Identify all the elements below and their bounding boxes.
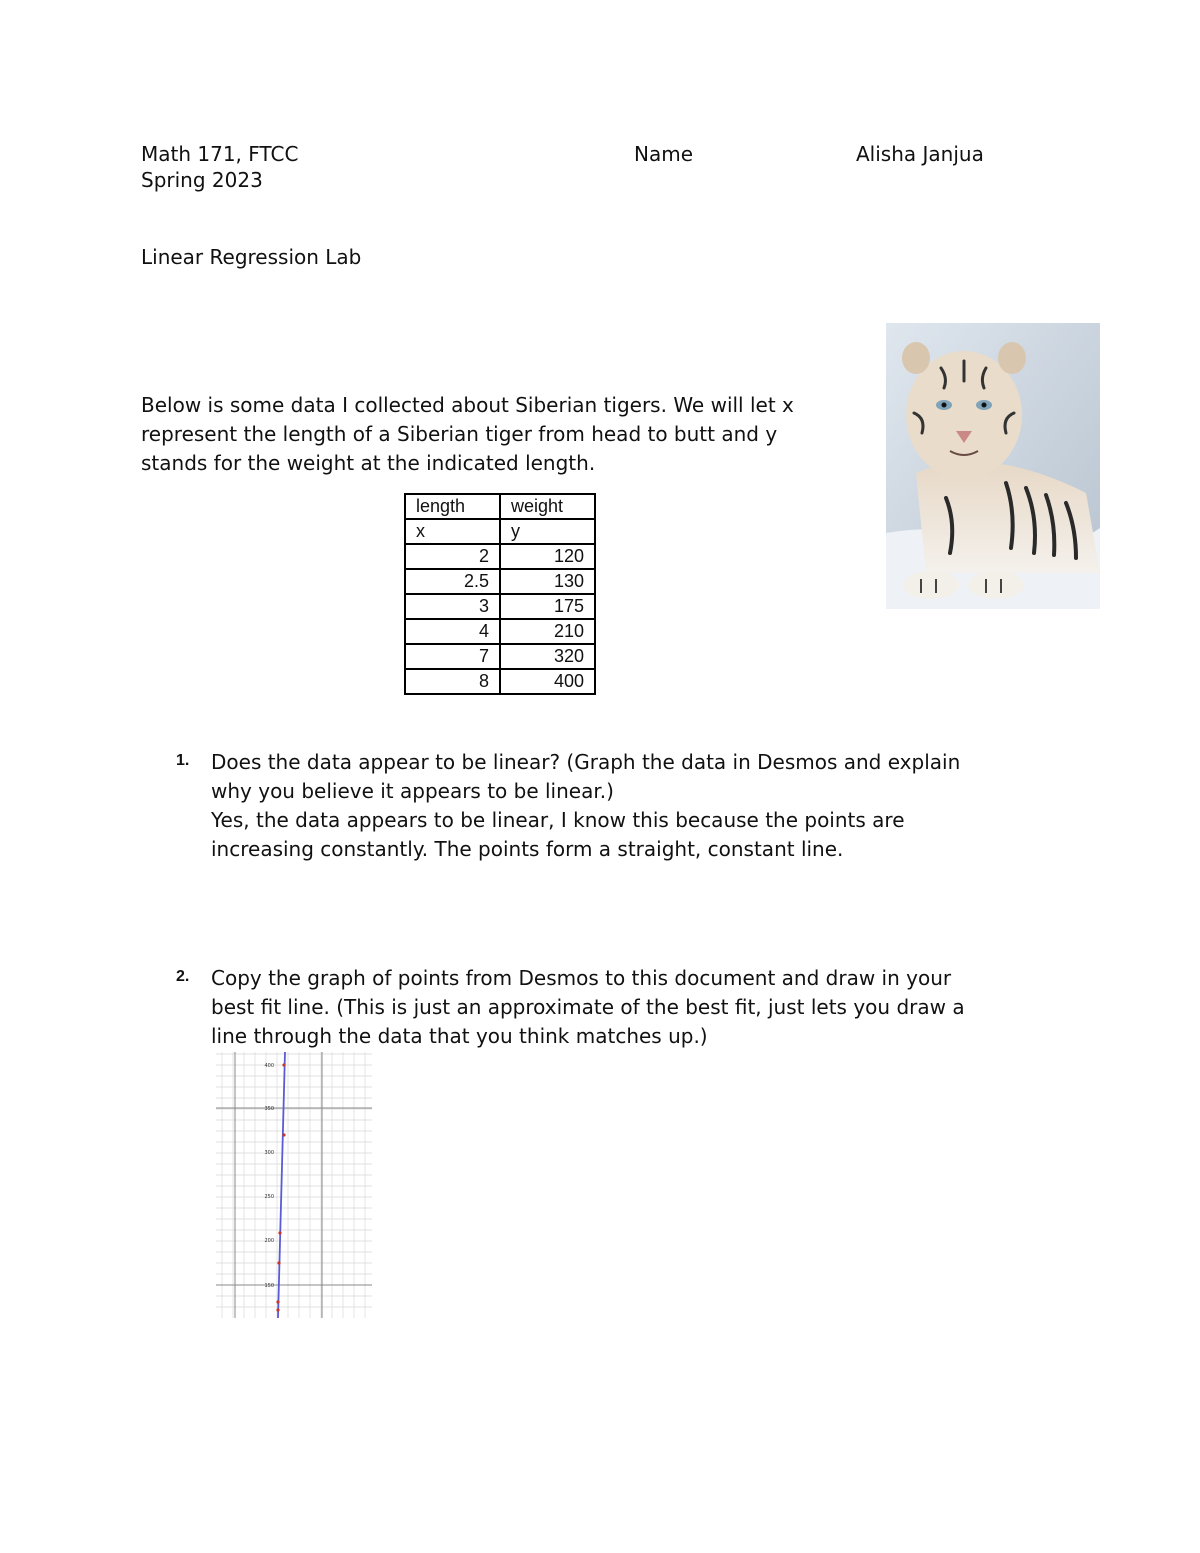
table-header-cell: x — [405, 519, 500, 544]
table-cell: 4 — [405, 619, 500, 644]
question-number: 1. — [176, 752, 190, 769]
table-row — [405, 619, 595, 644]
table-cell: 3 — [405, 594, 500, 619]
table-cell: 130 — [500, 569, 595, 594]
answer-line: Yes, the data appears to be linear, I know this because the points are — [211, 808, 905, 832]
question-line: Copy the graph of points from Desmos to this document and draw in your — [211, 966, 952, 990]
data-point — [276, 1308, 279, 1311]
question-2 — [211, 964, 1061, 1051]
tick-label: 200 — [264, 1238, 274, 1244]
table-row — [405, 644, 595, 669]
intro-paragraph — [141, 391, 861, 478]
table-cell: 400 — [500, 669, 595, 694]
data-point — [282, 1133, 285, 1136]
table-row — [405, 569, 595, 594]
best-fit-line — [278, 1052, 285, 1318]
question-number: 2. — [176, 968, 190, 985]
tick-label: 350 — [264, 1106, 274, 1112]
question-line: Does the data appear to be linear? (Graph the data in Desmos and explain — [211, 750, 961, 774]
data-point — [276, 1300, 279, 1303]
question-line: why you believe it appears to be linear.) — [211, 779, 614, 803]
tick-label: 250 — [264, 1194, 274, 1200]
data-point — [282, 1063, 285, 1066]
table-header-row — [405, 519, 595, 544]
table-row — [405, 594, 595, 619]
table-cell: 320 — [500, 644, 595, 669]
intro-line: stands for the weight at the indicated length. — [141, 451, 596, 475]
lab-title: Linear Regression Lab — [141, 245, 362, 269]
table-header-cell: weight — [500, 494, 595, 519]
question-1 — [211, 748, 1061, 864]
desmos-graph — [216, 1052, 372, 1318]
table-cell: 210 — [500, 619, 595, 644]
table-row — [405, 544, 595, 569]
table-cell: 7 — [405, 644, 500, 669]
question-line: best fit line. (This is just an approximate of the best fit, just lets you draw a — [211, 995, 965, 1019]
tick-label: 150 — [264, 1283, 274, 1289]
data-point — [278, 1231, 281, 1234]
intro-line: represent the length of a Siberian tiger from head to butt and y — [141, 422, 778, 446]
table-cell: 8 — [405, 669, 500, 694]
tick-label: 300 — [264, 1150, 274, 1156]
question-line: line through the data that you think matches up.) — [211, 1024, 708, 1048]
table-cell: 120 — [500, 544, 595, 569]
term-label: Spring 2023 — [141, 168, 263, 192]
table-header-row — [405, 494, 595, 519]
tiger-photo — [886, 323, 1100, 609]
table-header-cell: y — [500, 519, 595, 544]
data-point — [277, 1261, 280, 1264]
table-cell: 2 — [405, 544, 500, 569]
intro-line: Below is some data I collected about Siberian tigers. We will let x — [141, 393, 794, 417]
table-cell: 175 — [500, 594, 595, 619]
name-label: Name — [634, 142, 694, 166]
tick-label: 400 — [264, 1063, 274, 1069]
table-header-cell: length — [405, 494, 500, 519]
table-row — [405, 669, 595, 694]
data-table — [404, 493, 596, 695]
student-name: Alisha Janjua — [856, 142, 984, 166]
course-label: Math 171, FTCC — [141, 142, 299, 166]
table-cell: 2.5 — [405, 569, 500, 594]
answer-line: increasing constantly. The points form a straight, constant line. — [211, 837, 844, 861]
